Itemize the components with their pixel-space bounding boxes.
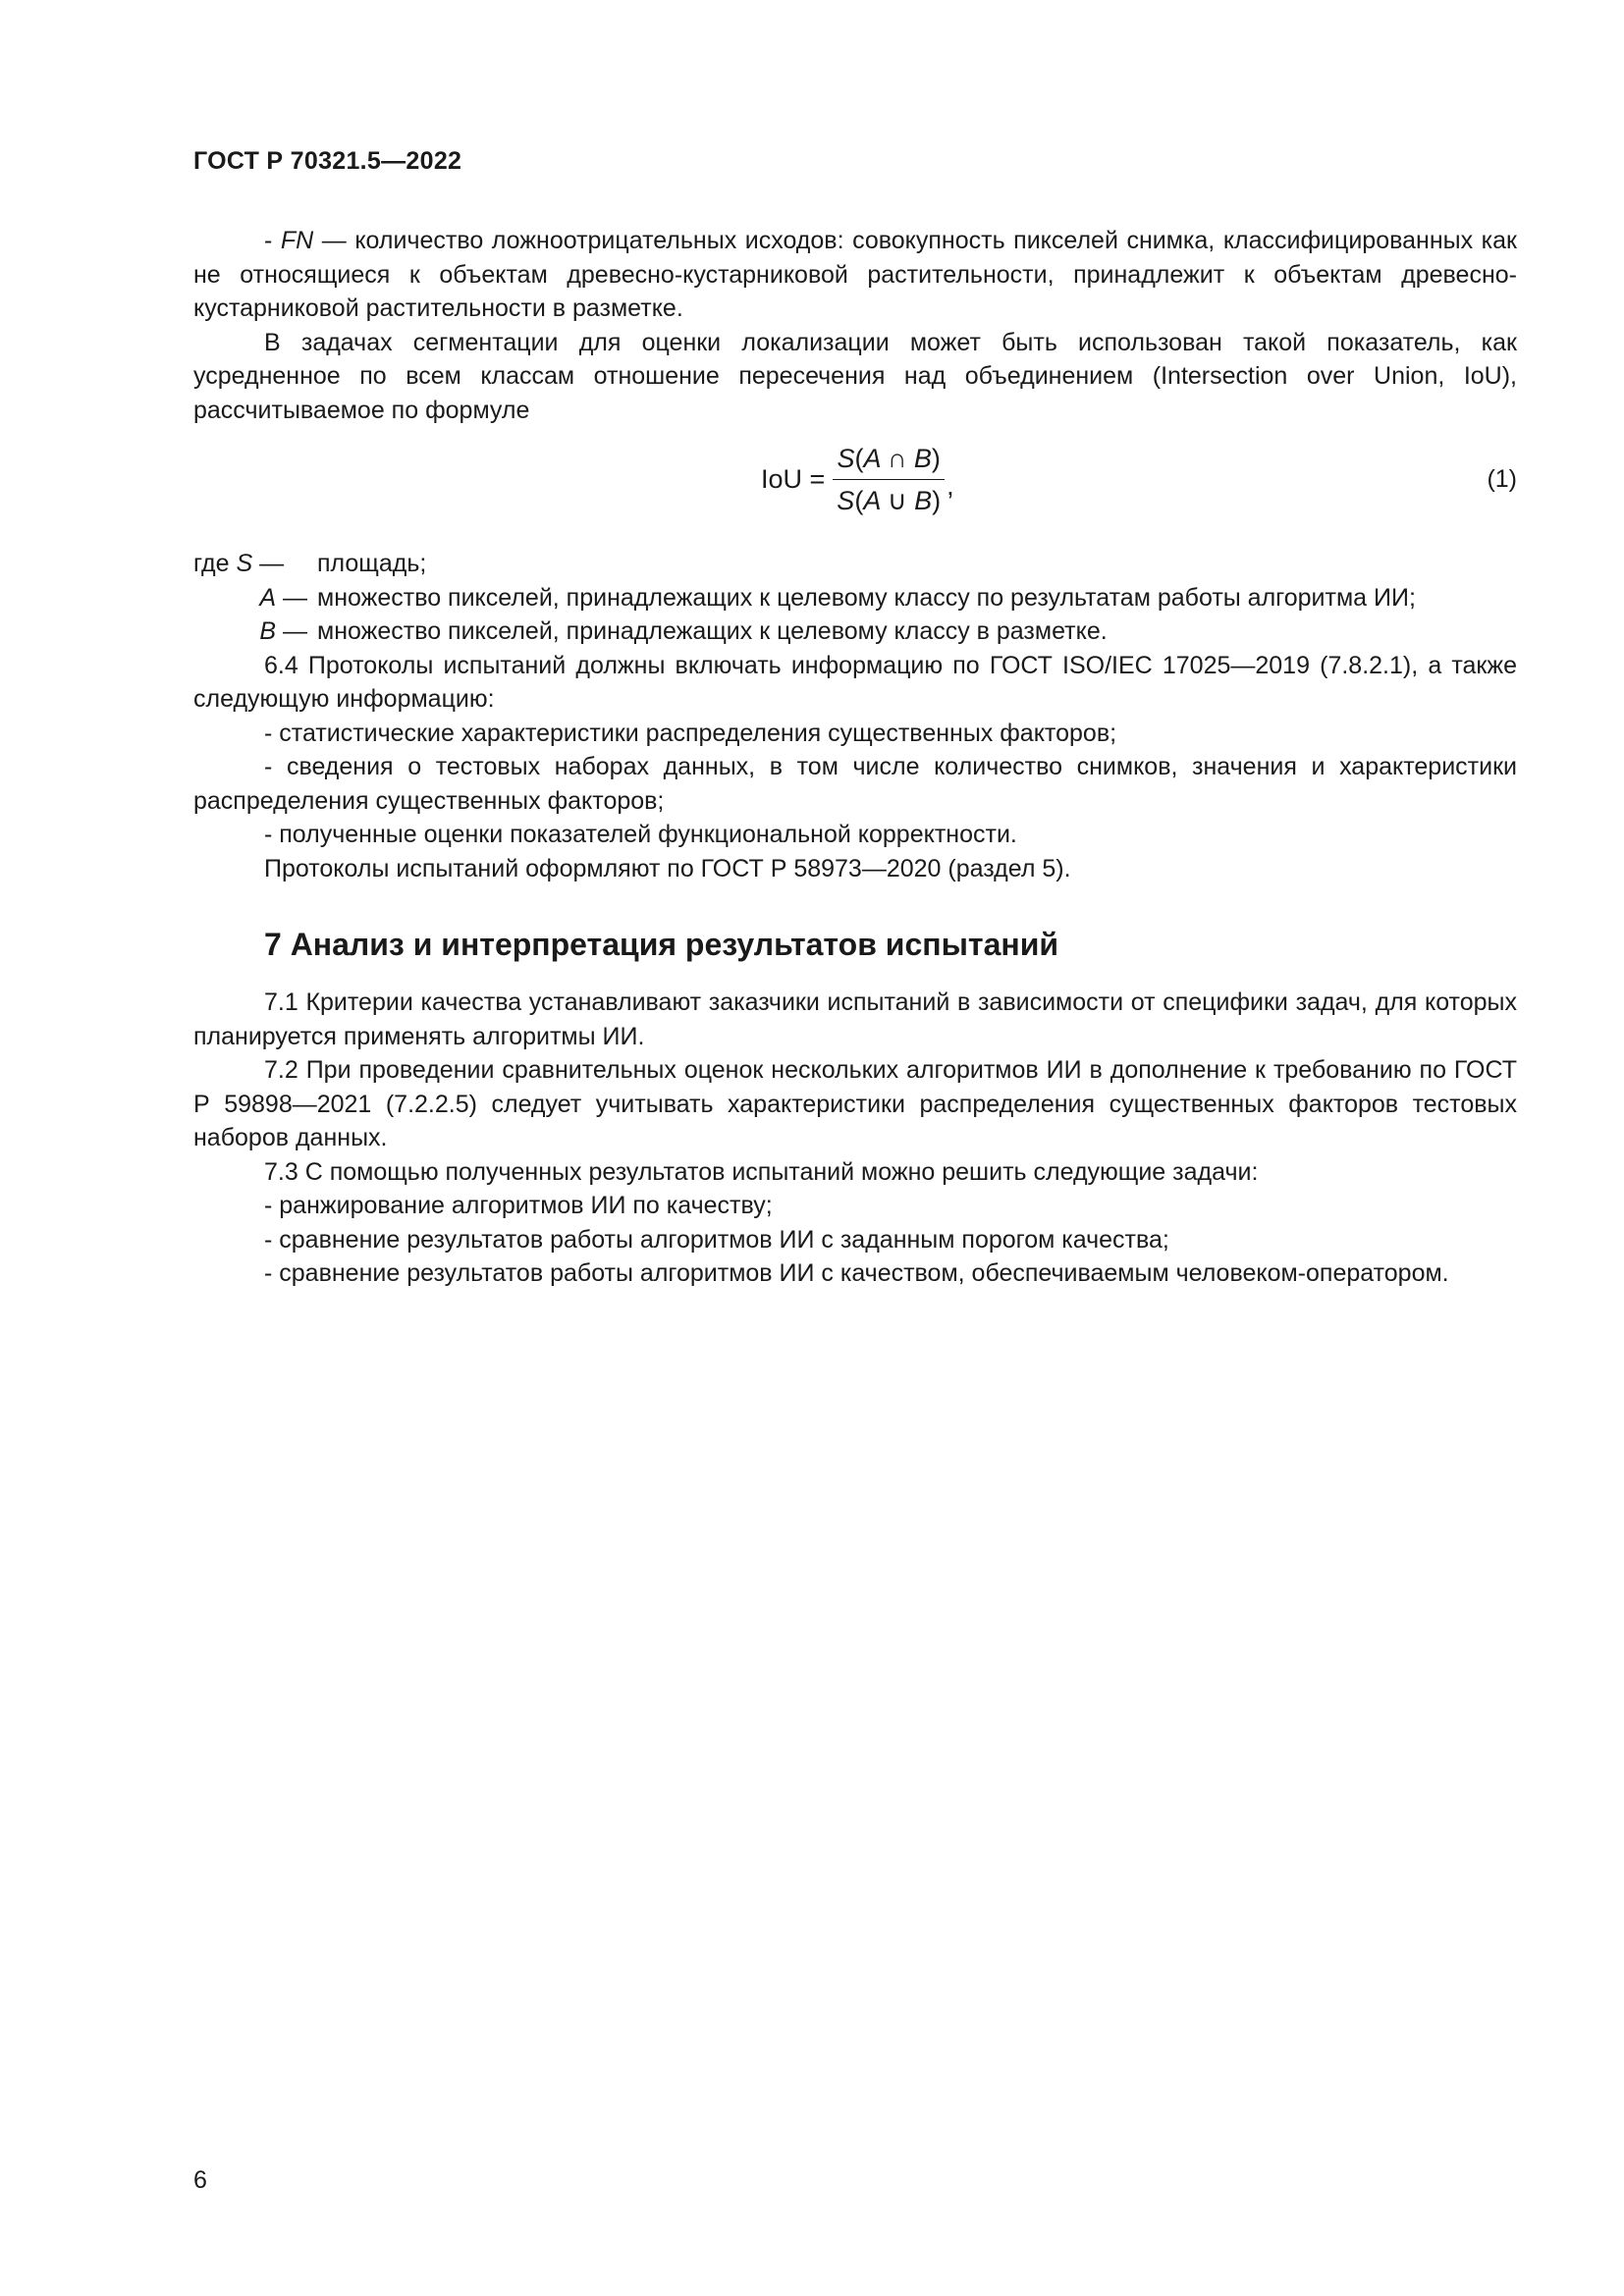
- formula-iou: [193, 429, 1517, 537]
- where-desc-b: множество пикселей, принадлежащих к целевому классу в разметке.: [317, 617, 1108, 645]
- where-symbol-b: B —: [259, 617, 307, 645]
- fn-text: — количество ложноотрицательных исходов: совокупность пикселей снимка, классифицированных как не относящиеся к объектам древесно-кустарниковой растительности, принадлежит к объектам древесно-кустарниковой растительности в разметке.: [193, 227, 1517, 322]
- list-item-7-3-2: - сравнение результатов работы алгоритмов ИИ с заданным порогом качества;: [264, 1225, 1169, 1254]
- where-symbol-a: A —: [259, 583, 307, 612]
- where-row-a: [193, 581, 1517, 615]
- list-item-6-4-1: - статистические характеристики распределения существенных факторов;: [264, 719, 1117, 747]
- formula-fraction: [833, 440, 945, 519]
- formula-comma: ,: [947, 470, 954, 501]
- numerator-inner: A ∩ B: [863, 443, 932, 473]
- where-row-s: [193, 547, 1517, 581]
- page-number: 6: [193, 2166, 207, 2194]
- formula-number: (1): [1487, 465, 1517, 493]
- denominator-inner: A ∪ B: [863, 485, 933, 515]
- document-body: [193, 224, 1517, 1291]
- list-item-6-4-3: - полученные оценки показателей функциональной корректности.: [264, 821, 1017, 848]
- where-symbol-s: где S —: [193, 550, 285, 577]
- list-item-7-3-1: - ранжирование алгоритмов ИИ по качеству;: [264, 1192, 773, 1219]
- formula-expression: [761, 435, 954, 523]
- fraction-bar: [833, 479, 945, 480]
- paragraph-fn-definition: [193, 224, 1517, 326]
- paragraph-6-4: 6.4 Протоколы испытаний должны включать информацию по ГОСТ ISO/IEC 17025—2019 (7.8.2.1), а также следующую информацию:: [193, 651, 1517, 713]
- fn-prefix: -: [264, 227, 281, 254]
- formula-numerator: S(A ∩ B): [837, 443, 941, 473]
- document-code-header: ГОСТ Р 70321.5—2022: [193, 147, 462, 175]
- fn-symbol: FN: [280, 227, 314, 254]
- list-item-7-3-3: - сравнение результатов работы алгоритмов ИИ с качеством, обеспечиваемым человеком-оператором.: [264, 1259, 1449, 1287]
- where-block: [193, 547, 1517, 649]
- paragraph-protocols: Протоколы испытаний оформляют по ГОСТ Р 58973—2020 (раздел 5).: [264, 854, 1071, 882]
- section-7-heading: 7 Анализ и интерпретация результатов испытаний: [264, 927, 1059, 962]
- formula-denominator: S(A ∪ B): [837, 485, 942, 515]
- paragraph-7-2: 7.2 При проведении сравнительных оценок нескольких алгоритмов ИИ в дополнение к требованию по ГОСТ Р 59898—2021 (7.2.2.5) следует учитывать характеристики распределения существенных факторов тестовых наборов данных.: [193, 1056, 1517, 1151]
- where-row-b: [193, 614, 1517, 649]
- list-item-6-4-2: - сведения о тестовых наборах данных, в том числе количество снимков, значения и характеристики распределения существенных факторов;: [193, 753, 1517, 815]
- where-desc-a: множество пикселей, принадлежащих к целевому классу по результатам работы алгоритма ИИ;: [317, 583, 1416, 612]
- formula-lhs: IoU =: [761, 463, 826, 494]
- paragraph-segmentation-intro: В задачах сегментации для оценки локализации может быть использован такой показатель, как усредненное по всем классам отношение пересечения над объединением (Intersection over Union, IoU), рассчитываемое по формуле: [193, 328, 1517, 424]
- paragraph-7-1: 7.1 Критерии качества устанавливают заказчики испытаний в зависимости от специфики задач, для которых планируется применять алгоритмы ИИ.: [193, 988, 1517, 1050]
- where-desc-s: площадь;: [317, 550, 427, 577]
- paragraph-7-3: 7.3 С помощью полученных результатов испытаний можно решить следующие задачи:: [264, 1157, 1259, 1186]
